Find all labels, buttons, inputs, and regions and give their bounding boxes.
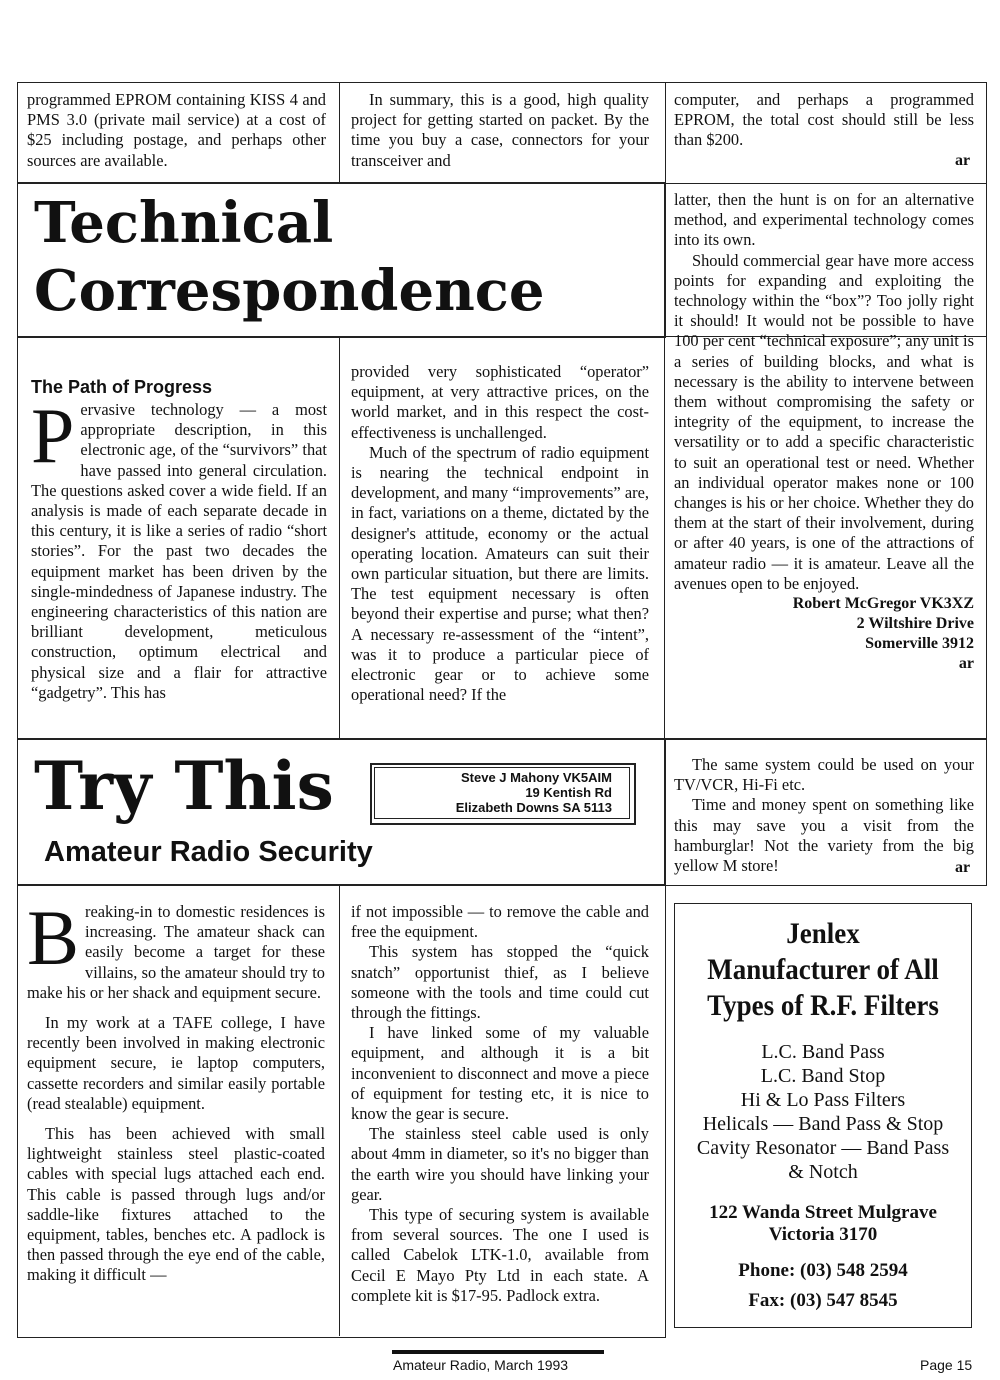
ad-items (675, 1040, 971, 1184)
try-col2-p5: This type of securing system is available from several sources. The one I used is called Cabelok LTK-1.0, available from Cecil E Mayo Pty Ltd in each state. A complete kit is $17-95. Padlock extra. (351, 1205, 649, 1305)
ad-phone: Phone: (03) 548 2594 (738, 1260, 908, 1281)
tech-author: Robert McGregor VK3XZ (792, 595, 974, 613)
ad-box (674, 903, 972, 1328)
try-col2 (351, 902, 649, 1306)
try-col3-p1: The same system could be used on your TV/VCR, Hi-Fi etc. (674, 755, 974, 795)
try-col2-p2: This system has stopped the “quick snatch” opportunist thief, as I believe someone with the tools and time could cut through the fittings. (351, 942, 649, 1023)
try-col2-p3: I have linked some of my valuable equipment, and although it is a bit inconvenient to disconnect and move a piece of equipment for testing etc, it is nice to know the gear is secure. (351, 1023, 649, 1124)
ad-item: L.C. Band Pass (761, 1041, 885, 1063)
try-title: Try This (34, 747, 334, 825)
footer-publication: Amateur Radio, March 1993 (393, 1357, 569, 1373)
ad-name: Jenlex (786, 917, 860, 950)
ad-address2: Victoria 3170 (768, 1224, 878, 1245)
tech-end-mark: ar (958, 655, 974, 673)
top-col3 (674, 90, 974, 151)
try-byline2: 19 Kentish Rd (525, 785, 612, 800)
try-col2-p4: The stainless steel cable used is only about 4mm in diameter, so it's no bigger than the earth wire you should have linking your gear. (351, 1124, 649, 1204)
top-col1-text: programmed EPROM containing KISS 4 and PMS 3.0 (private mail service) at a cost of $25 including postage, and perhaps other sources are available. (27, 90, 326, 170)
tech-col1 (31, 376, 327, 703)
try-byline1: Steve J Mahony VK5AIM (461, 770, 612, 785)
tech-col2 (351, 362, 649, 705)
tech-col3-p1: latter, then the hunt is on for an alternative method, and experimental technology comes into its own. (674, 190, 974, 250)
try-dropcap: B (27, 894, 80, 981)
tech-title-line2: Correspondence (34, 258, 545, 324)
footer-page-number: Page 15 (920, 1357, 973, 1373)
top-col3-text: computer, and perhaps a programmed EPROM, the total cost should still be less than $200. (674, 90, 974, 150)
try-byline (380, 770, 612, 815)
try-col1 (27, 894, 325, 1286)
try-subtitle: Amateur Radio Security (44, 836, 373, 868)
top-col2-text: In summary, this is a good, high quality project for getting started on packet. By the time you buy a case, connectors for your transceiver and (351, 90, 649, 170)
ad-item: & Notch (788, 1161, 858, 1183)
tech-address1: 2 Wiltshire Drive (856, 615, 974, 633)
tech-col2-p2: Much of the spectrum of radio equipment is nearing the technical endpoint in development, and many “improvements” are, in fact, variations on a theme, dictated by the designer's attitude, economy or the actual operating location. Amateurs can suit their own particular situation, but there are limits. The test equipment necessary is often beyond their expertise and purse; what then? A necessary re-assessment of the “intent”, was it to produce a particular piece of electronic gear or to achieve some operational need? If the (351, 442, 649, 705)
tech-col3-p2: Should commercial gear have more access points for expanding and exploiting the technology within the “box”? Too jolly right it should! It would not be possible to have 100 per cent “technical exposure”; any unit is a series of building blocks, and what is necessary is the ability to intervene between them without compromising the safety or integrity of the equipment, to increase the versatility or to add a specific characteristic to suit an operational test or need. Whether an individual operator makes none or 100 changes is his or her choice. Whether they do them at the start of their involvement, during or after 40 years, is one of the attractions of amateur radio — it is amateur. Leave all the avenues open to be enjoyed. (674, 250, 974, 593)
top-end-mark: ar (955, 152, 971, 169)
top-col2 (351, 90, 649, 171)
try-byline3: Elizabeth Downs SA 5113 (455, 800, 612, 815)
tech-col3 (674, 190, 974, 674)
tech-address2: Somerville 3912 (865, 635, 974, 653)
tech-subtitle: The Path of Progress (31, 377, 213, 397)
tech-col1-text: ervasive technology — a most appropriate description, in this electronic age, of the “survivors” that have passed into general circulation. The questions asked cover a wide field. If an analysis is made of each separate decade in this century, it is like a series of radio “short stories”. For the past two decades the equipment market has been driven by the single-mindedness of Japanese industry. The engineering characteristics of this nation are brilliant development, meticulous construction, optimum electrical and physical size and a flair for attractive “gadgetry”. This has (31, 400, 327, 702)
footer-rule (392, 1350, 604, 1354)
ad-item: Helicals — Band Pass & Stop (702, 1113, 944, 1135)
ad-address1: 122 Wanda Street Mulgrave (709, 1202, 937, 1223)
ad-item: Hi & Lo Pass Filters (740, 1089, 906, 1111)
try-col1-p1: reaking-in to domestic residences is increasing. The amateur shack can easily become a target for these villains, so the amateur should try to make his or her shack and equipment secure. (27, 902, 325, 1002)
top-col1 (27, 90, 326, 171)
ad-item: Cavity Resonator — Band Pass (696, 1137, 950, 1159)
ad-headline2: Types of R.F. Filters (707, 989, 939, 1022)
tech-col2-p1: provided very sophisticated “operator” equipment, at very attractive prices, on the world market, and in this respect the cost-effectiveness is unchallenged. (351, 362, 649, 442)
tech-title-line1: Technical (34, 190, 334, 256)
try-col1-p3: This has been achieved with small lightweight stainless steel plastic-coated cables with special lugs attached each end. This cable is passed through lugs and/or saddle-like fixtures attached to the equipment, tables, benches etc. A padlock is then passed through the eye end of the cable, making it difficult — (27, 1124, 325, 1285)
ad-fax: Fax: (03) 547 8545 (748, 1290, 898, 1311)
try-col1-p2: In my work at a TAFE college, I have recently been involved in making electronic equipment secure, ie laptop computers, cassette recorders and similar easily portable (read stealable) equipment. (27, 1013, 325, 1113)
ad-item: L.C. Band Stop (760, 1065, 886, 1087)
try-col3 (674, 755, 974, 876)
try-col2-p1: if not impossible — to remove the cable and free the equipment. (351, 902, 649, 942)
ad-headline1: Manufacturer of All (707, 953, 939, 986)
try-col3-p2: Time and money spent on something like this may save you a visit from the hamburglar! Not the variety from the big yellow M store! (674, 795, 974, 876)
tech-dropcap: P (31, 392, 75, 479)
try-end-mark: ar (955, 859, 971, 876)
